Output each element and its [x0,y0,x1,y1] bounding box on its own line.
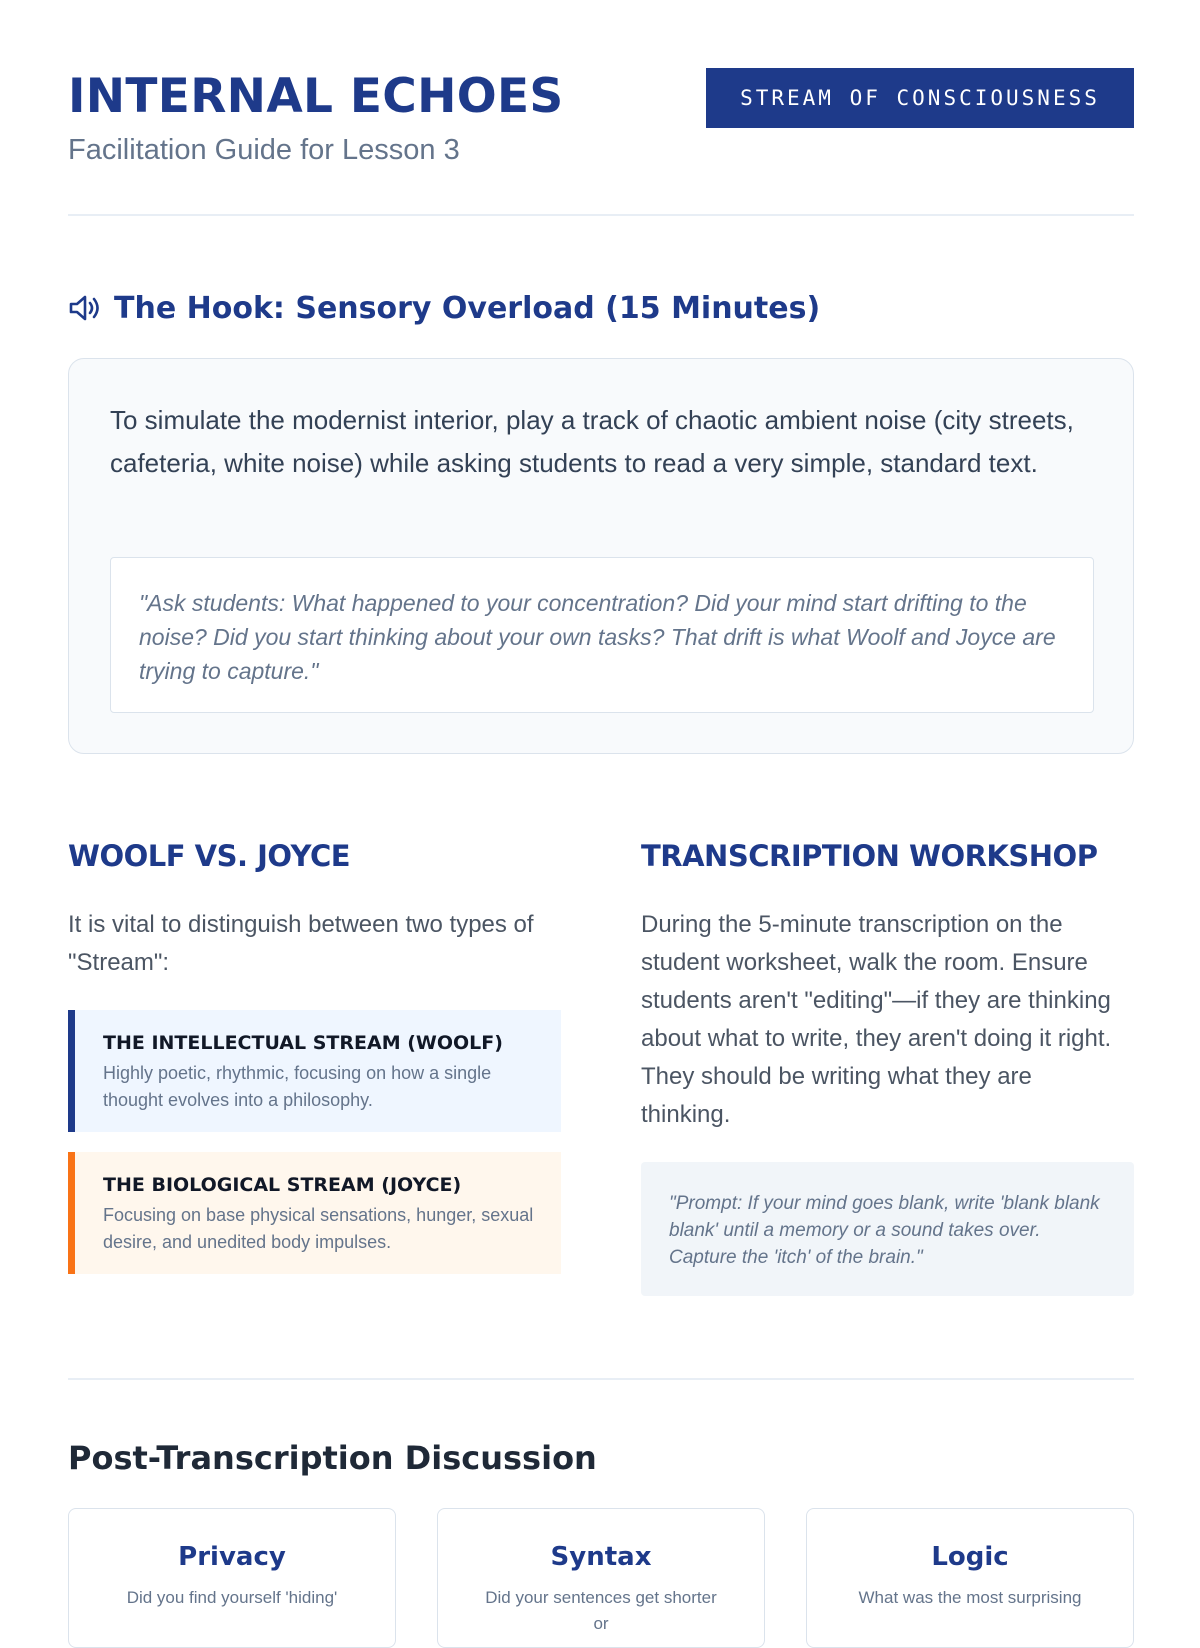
joyce-stream-card [68,1152,561,1274]
discussion-card-title: Privacy [178,1542,286,1572]
discussion-card-logic [806,1508,1134,1648]
discussion-card-title: Syntax [550,1542,652,1572]
hook-title: The Hook: Sensory Overload (15 Minutes) [114,290,821,326]
hook-quote: "Ask students: What happened to your concentration? Did your mind start drifting to the noise? Did you start thinking about your own tasks? That drift is what Woolf and Joyce are trying to capture." [110,557,1094,713]
section-divider [68,1378,1134,1380]
workshop-body: During the 5-minute transcription on the student worksheet, walk the room. Ensure students aren't "editing"—if they are thinking about what to write, they aren't doing it right. They should be writing what they are thinking. [641,911,1112,1128]
discussion-card-text: What was the most surprising [858,1588,1082,1607]
woolf-card-desc: Highly poetic, rhythmic, focusing on how a single thought evolves into a philosophy. [103,1063,492,1110]
discussion-card-syntax [437,1508,765,1648]
page-header [68,68,1134,168]
workshop-title: TRANSCRIPTION WORKSHOP [641,839,1098,873]
joyce-card-title: THE BIOLOGICAL STREAM (JOYCE) [103,1174,462,1196]
woolf-joyce-title: WOOLF VS. JOYCE [68,839,351,873]
page-subtitle: Facilitation Guide for Lesson 3 [68,134,460,166]
topic-badge: STREAM OF CONSCIOUSNESS [706,68,1134,128]
woolf-joyce-intro: It is vital to distinguish between two types of "Stream": [68,911,534,976]
workshop-prompt: "Prompt: If your mind goes blank, write 'blank blank blank' until a memory or a sound takes over. Capture the 'itch' of the brain." [641,1162,1134,1296]
discussion-title: Post-Transcription Discussion [68,1439,597,1477]
page-title: INTERNAL ECHOES [68,69,564,124]
discussion-card-text: Did your sentences get shorter or [485,1588,717,1633]
discussion-card-text: Did you find yourself 'hiding' [126,1588,338,1607]
header-divider [68,214,1134,216]
hook-body: To simulate the modernist interior, play a track of chaotic ambient noise (city streets, cafeteria, white noise) while asking students to read a very simple, standard text. [110,405,1074,478]
woolf-stream-card [68,1010,561,1132]
joyce-card-desc: Focusing on base physical sensations, hunger, sexual desire, and unedited body impulses. [103,1205,534,1252]
discussion-card-privacy [68,1508,396,1648]
woolf-card-title: THE INTELLECTUAL STREAM (WOOLF) [103,1032,503,1054]
hook-panel [68,358,1134,754]
hook-heading [68,286,1134,330]
speaker-icon [68,293,102,323]
discussion-card-title: Logic [931,1542,1009,1572]
